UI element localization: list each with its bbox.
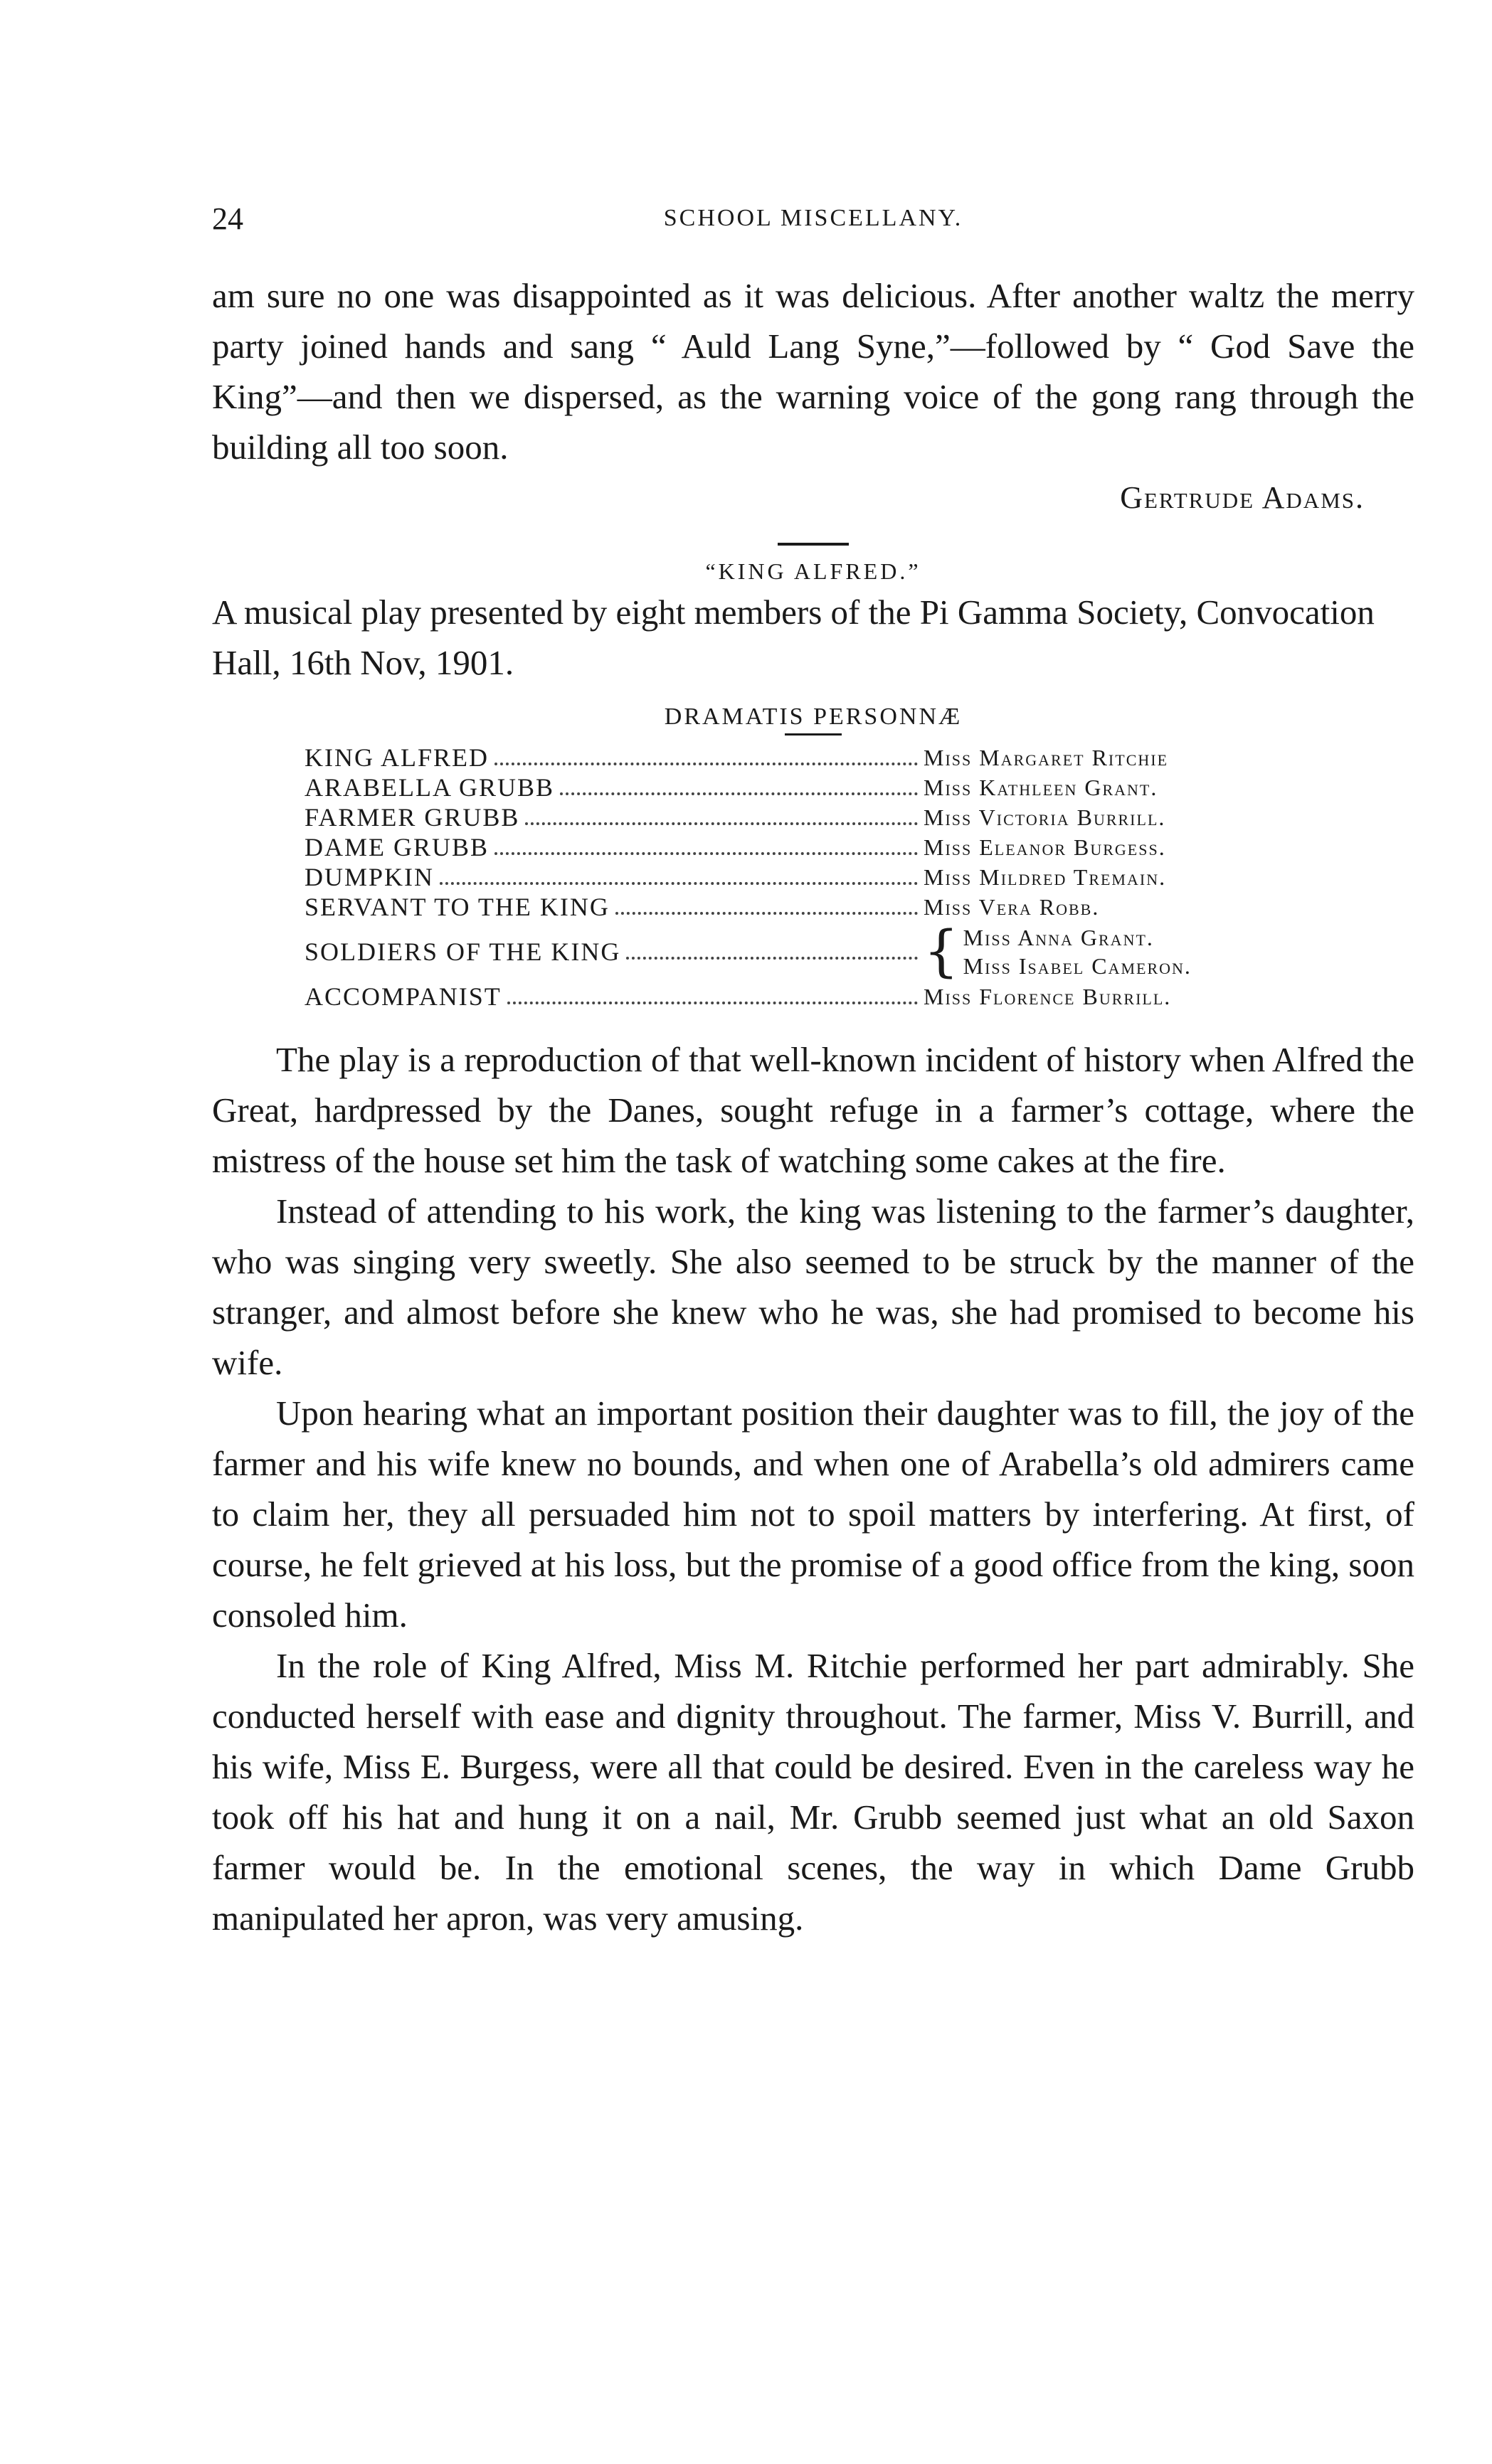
cast-role: DAME GRUBB: [305, 833, 490, 861]
paragraph-3: Instead of attending to his work, the king was listening to the farmer’s daughter, who was singing very sweetly. She also seemed to be struck by the manner of the stranger, and almost before she knew who he was, she had promised to become his wife.: [212, 1191, 1414, 1382]
paragraph-4: Upon hearing what an important position their daughter was to fill, the joy of the farmer and his wife knew no bounds, and when one of Arabella’s old admirers came to claim her, they all persuaded him not to spoil matters by interfering. At first, of course, he felt grieved at his loss, but the promise of a good office from the king, soon consoled him.: [212, 1393, 1414, 1635]
cast-actor: Miss Vera Robb.: [924, 893, 1100, 920]
page-header: [212, 201, 1414, 243]
cast-actor-group: [924, 920, 1293, 984]
cast-row: [305, 982, 1293, 1011]
cast-actor: Miss Florence Burrill.: [924, 983, 1172, 1009]
cast-actor: Miss Kathleen Grant.: [924, 774, 1158, 800]
leader-dots: [615, 899, 918, 915]
paragraph-2: The play is a reproduction of that well-known incident of history when Alfred the Great, hardpressed by the Danes, sought refuge in a farmer’s cottage, where the mistress of the house set him the task of watching some cakes at the fire.: [212, 1040, 1414, 1180]
cast-role: ARABELLA GRUBB: [305, 773, 555, 802]
cast-row: [305, 892, 1293, 922]
section-rule: [778, 543, 849, 546]
cast-actor: Miss Margaret Ritchie: [924, 744, 1169, 770]
page-body: [212, 270, 1414, 1943]
signature: Gertrude Adams.: [1120, 480, 1365, 515]
cast-row: [305, 832, 1293, 862]
paragraph-1: am sure no one was disappointed as it was delicious. After another waltz the merry party joined hands and sang “ Auld Lang Syne,”—followed by “ God Save the King”—and then we dispersed, as the warning voice of the gong rang through the building all too soon.: [212, 276, 1414, 467]
cast-row: [305, 862, 1293, 892]
cast-actor: Miss Mildred Tremain.: [924, 864, 1167, 890]
cast-role: SERVANT TO THE KING: [305, 893, 610, 921]
play-intro: A musical play presented by eight members of the Pi Gamma Society, Convocation Hall, 16th Nov, 1901.: [212, 593, 1375, 682]
cast-actor: Miss Isabel Cameron.: [963, 953, 1192, 979]
leader-dots: [507, 989, 918, 1004]
leader-dots: [560, 780, 918, 795]
cast-row: [305, 802, 1293, 832]
cast-role: ACCOMPANIST: [305, 982, 502, 1011]
cast-row: [305, 772, 1293, 802]
cast-role: KING ALFRED: [305, 743, 490, 772]
leader-dots: [440, 869, 918, 885]
play-title: “KING ALFRED.”: [705, 558, 921, 584]
leader-dots: [525, 809, 918, 825]
leader-dots: [626, 944, 918, 960]
brace-glyph: {: [924, 920, 959, 984]
running-head: SCHOOL MISCELLANY.: [663, 205, 963, 231]
cast-role: DUMPKIN: [305, 863, 435, 891]
cast-actor: Miss Eleanor Burgess.: [924, 834, 1166, 860]
cast-row: [305, 922, 1293, 982]
heading-rule: [785, 733, 842, 736]
cast-list: [305, 743, 1293, 1011]
cast-actor: Miss Victoria Burrill.: [924, 804, 1166, 830]
cast-actor-list: [963, 923, 1192, 980]
cast-role: SOLDIERS OF THE KING: [305, 938, 621, 966]
cast-actor: Miss Anna Grant.: [963, 925, 1154, 950]
leader-dots: [494, 750, 918, 765]
cast-row: [305, 743, 1293, 772]
leader-dots: [494, 839, 918, 855]
cast-role: FARMER GRUBB: [305, 803, 520, 832]
paragraph-5: In the role of King Alfred, Miss M. Ritchie performed her part admirably. She conducted herself with ease and dignity throughout. The farmer, Miss V. Burrill, and his wife, Miss E. Burgess, were all that could be desired. Even in the careless way he took off his hat and hung it on a nail, Mr. Grubb seemed just what an old Saxon farmer would be. In the emotional scenes, the way in which Dame Grubb manipulated her apron, was very amusing.: [212, 1646, 1414, 1938]
page-number: 24: [212, 201, 243, 236]
dramatis-heading: DRAMATIS PERSONNÆ: [664, 703, 963, 730]
